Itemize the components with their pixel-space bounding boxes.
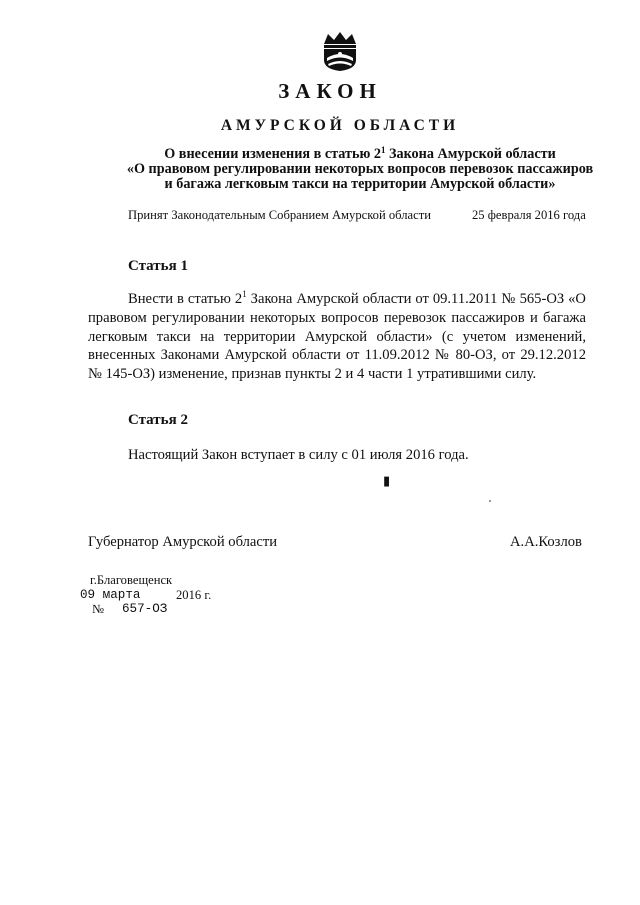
article-1-text <box>88 290 586 384</box>
ink-mark: ▮ <box>383 473 391 488</box>
law-heading <box>60 147 640 192</box>
coat-of-arms-icon <box>318 30 362 72</box>
heading-line-1-text: О внесении изменения в статью 2 <box>164 146 381 162</box>
article-1-text-start: Внести в статью 2 <box>128 291 243 307</box>
article-1-title: Статья 1 <box>128 258 188 274</box>
heading-superscript: 1 <box>380 145 386 155</box>
article-2-title: Статья 2 <box>128 412 188 428</box>
heading-line-1-rest: Закона Амурской области <box>385 146 556 162</box>
document-title: ЗАКОН <box>278 79 382 103</box>
signing-place: г.Благовещенск <box>90 573 173 587</box>
governor-title: Губернатор Амурской области <box>88 534 278 550</box>
signing-year: 2016 г. <box>176 588 212 602</box>
law-number: 657-ОЗ <box>122 602 168 616</box>
article-1-text-rest: Закона Амурской области от 09.11.2011 № 565-ОЗ «О правовом регулировании некоторых вопросов перевозок пассажиров и багажа легковым такси на территории Амурской области» (с учетом изменений, внесенных Законами Амурской области от 11.09.2012 № 80-ОЗ, от 29.12.2012 № 145-ОЗ) изменение, признав пункты 2 и 4 части 1 утратившими силу. <box>88 291 586 383</box>
adopted-by-text: Принят Законодательным Собранием Амурской области <box>128 208 431 222</box>
law-number-sign: № <box>92 602 105 616</box>
governor-name: А.А.Козлов <box>510 534 582 550</box>
region-name: АМУРСКОЙ ОБЛАСТИ <box>220 117 460 134</box>
article-1-superscript: 1 <box>242 289 247 299</box>
signing-date: 09 марта <box>80 588 141 602</box>
heading-line-2: «О правовом регулировании некоторых вопросов перевозок пассажиров <box>126 161 594 177</box>
scan-speck <box>489 500 491 502</box>
article-2-text: Настоящий Закон вступает в силу с 01 июля 2016 года. <box>128 447 469 463</box>
heading-line-3: и багажа легковым такси на территории Амурской области» <box>164 176 556 192</box>
heading-line-1 <box>60 147 640 162</box>
adopted-date: 25 февраля 2016 года <box>472 208 586 222</box>
